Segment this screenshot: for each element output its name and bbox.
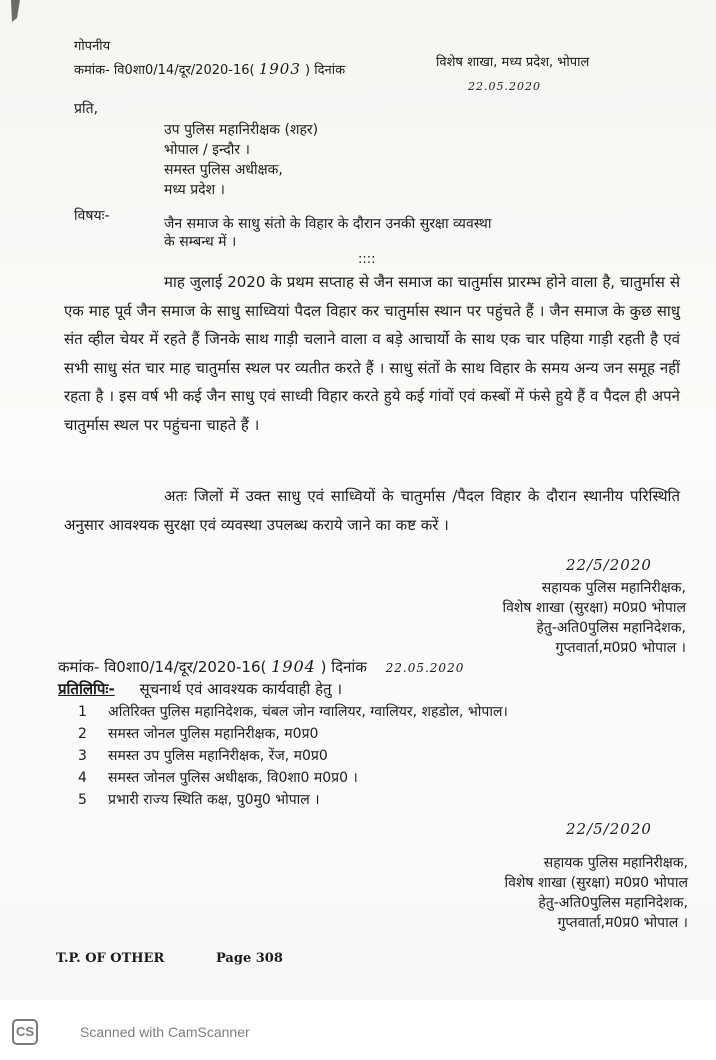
copy-label-line [58, 679, 342, 699]
recipient-line-2: भोपाल / इन्दौर । [164, 142, 250, 158]
signature-2-handwritten: 22/5/2020 [566, 820, 652, 838]
copy-item-number: 3 [78, 748, 87, 764]
signature-2-block [504, 853, 688, 933]
copy-label: प्रतिलिपिः- [58, 680, 115, 698]
signature-2-line-1: सहायक पुलिस महानिरीक्षक, [543, 855, 688, 871]
signature-1-line-1: सहायक पुलिस महानिरीक्षक, [541, 580, 686, 596]
copy-item-text: अतिरिक्त पुलिस महानिदेशक, चंबल जोन ग्वालियर, ग्वालियर, शहडोल, भोपाल। [108, 704, 508, 720]
copy-item-text: समस्त जोनल पुलिस महानिरीक्षक, म0प्र0 [108, 726, 319, 742]
copy-item-3 [78, 746, 328, 765]
copy-item-number: 1 [78, 704, 87, 720]
footer-left: T.P. OF OTHER [56, 951, 165, 966]
copy-reference-date: 22.05.2020 [385, 661, 465, 675]
signature-1-block [502, 578, 686, 658]
signature-1-handwritten: 22/5/2020 [566, 556, 652, 574]
signature-1-line-2: विशेष शाखा (सुरक्षा) म0प्र0 भोपाल [502, 600, 686, 616]
signature-2-line-4: गुप्तवार्ता,म0प्र0 भोपाल । [557, 915, 688, 931]
copy-item-text: प्रभारी राज्य स्थिति कक्ष, पु0मु0 भोपाल । [108, 792, 320, 808]
office-name: विशेष शाखा, मध्य प्रदेश, भोपाल [436, 55, 590, 70]
separator: :::: [358, 252, 376, 267]
copy-item-2 [78, 724, 318, 743]
reference-date: 22.05.2020 [468, 80, 541, 93]
body-paragraph-2: अतः जिलों में उक्त साधु एवं साध्वियों के चातुर्मास /पैदल विहार के दौरान स्थानीय परिस्थिति अनुसार आवश्यक सुरक्षा एवं व्यवस्था उपलब्ध कराये जाने का कष्ट करें । [64, 487, 680, 534]
signature-1-line-4: गुप्तवार्ता,म0प्र0 भोपाल । [555, 640, 686, 656]
copy-reference-date-label: ) दिनांक [320, 658, 367, 676]
copy-item-number: 5 [78, 792, 87, 808]
recipient-line-4: मध्य प्रदेश । [164, 182, 225, 198]
copy-reference-text: कमांक- वि0शा0/14/दूर/2020-16( [58, 658, 267, 676]
classification-label: गोपनीय [74, 39, 111, 54]
recipient-line-3: समस्त पुलिस अधीक्षक, [164, 162, 283, 178]
body-paragraph-1: माह जुलाई 2020 के प्रथम सप्ताह से जैन समाज का चातुर्मास प्रारम्भ होने वाला है, चातुर्मास से एक माह पूर्व जैन समाज के साधु साध्वियां पैदल विहार कर चातुर्मास स्थान पर पहुंचते हैं । जैन समाज के कुछ साधु संत व्हील चेयर में रहते हैं जिनके साथ गाड़ी चलाने वाला व बड़े आचार्यो के साथ एक चार पहिया गाड़ी रहती है एवं सभी साधु संत चार माह चातुर्मास स्थल पर व्यतीत करते हैं । साधु संतों के साथ विहार के समय अन्य जन समूह नहीं रहता है । इस वर्ष भी कई जैन साधु एवं साध्वी विहार करते हुये कई गांवों एवं कस्बों में फंसे हुये हैं व पैदल ही अपने चातुर्मास स्थल पर पहुंचना चाहते हैं । [64, 273, 680, 434]
pen-mark-icon [8, 0, 24, 22]
reference-date-label: ) दिनांक [305, 63, 346, 78]
recipient-line-1: उप पुलिस महानिरीक्षक (शहर) [164, 122, 319, 138]
copy-item-5 [78, 790, 320, 809]
subject-line-1: जैन समाज के साधु संतो के विहार के दौरान उनकी सुरक्षा व्यवस्था [164, 216, 492, 232]
signature-2-line-3: हेतु-अति0पुलिस महानिदेशक, [538, 895, 688, 911]
copy-item-1 [78, 702, 508, 721]
copy-purpose: सूचनार्थ एवं आवश्यक कार्यवाही हेतु । [139, 680, 343, 698]
copy-item-number: 2 [78, 726, 87, 742]
copy-reference-line [58, 657, 464, 677]
signature-1-line-3: हेतु-अति0पुलिस महानिदेशक, [536, 620, 686, 636]
reference-line [74, 60, 345, 78]
copy-item-text: समस्त जोनल पुलिस अधीक्षक, वि0शा0 म0प्र0 । [108, 770, 358, 786]
copy-item-4 [78, 768, 358, 787]
prati-label: प्रति, [74, 101, 99, 117]
subject-line-2: के सम्बन्ध में । [164, 234, 237, 250]
reference-text: कमांक- वि0शा0/14/दूर/2020-16( [74, 63, 255, 78]
copy-item-number: 4 [78, 770, 87, 786]
camscanner-logo-icon: CS [12, 1019, 38, 1045]
copy-reference-number: 1904 [271, 657, 316, 676]
subject-label: विषयः- [74, 208, 110, 224]
signature-2-line-2: विशेष शाखा (सुरक्षा) म0प्र0 भोपाल [504, 875, 688, 891]
copy-item-text: समस्त उप पुलिस महानिरीक्षक, रेंज, म0प्र0 [108, 748, 328, 764]
reference-number: 1903 [258, 60, 301, 78]
camscanner-watermark: Scanned with CamScanner [80, 1024, 250, 1040]
footer-page-number: Page 308 [216, 951, 283, 966]
